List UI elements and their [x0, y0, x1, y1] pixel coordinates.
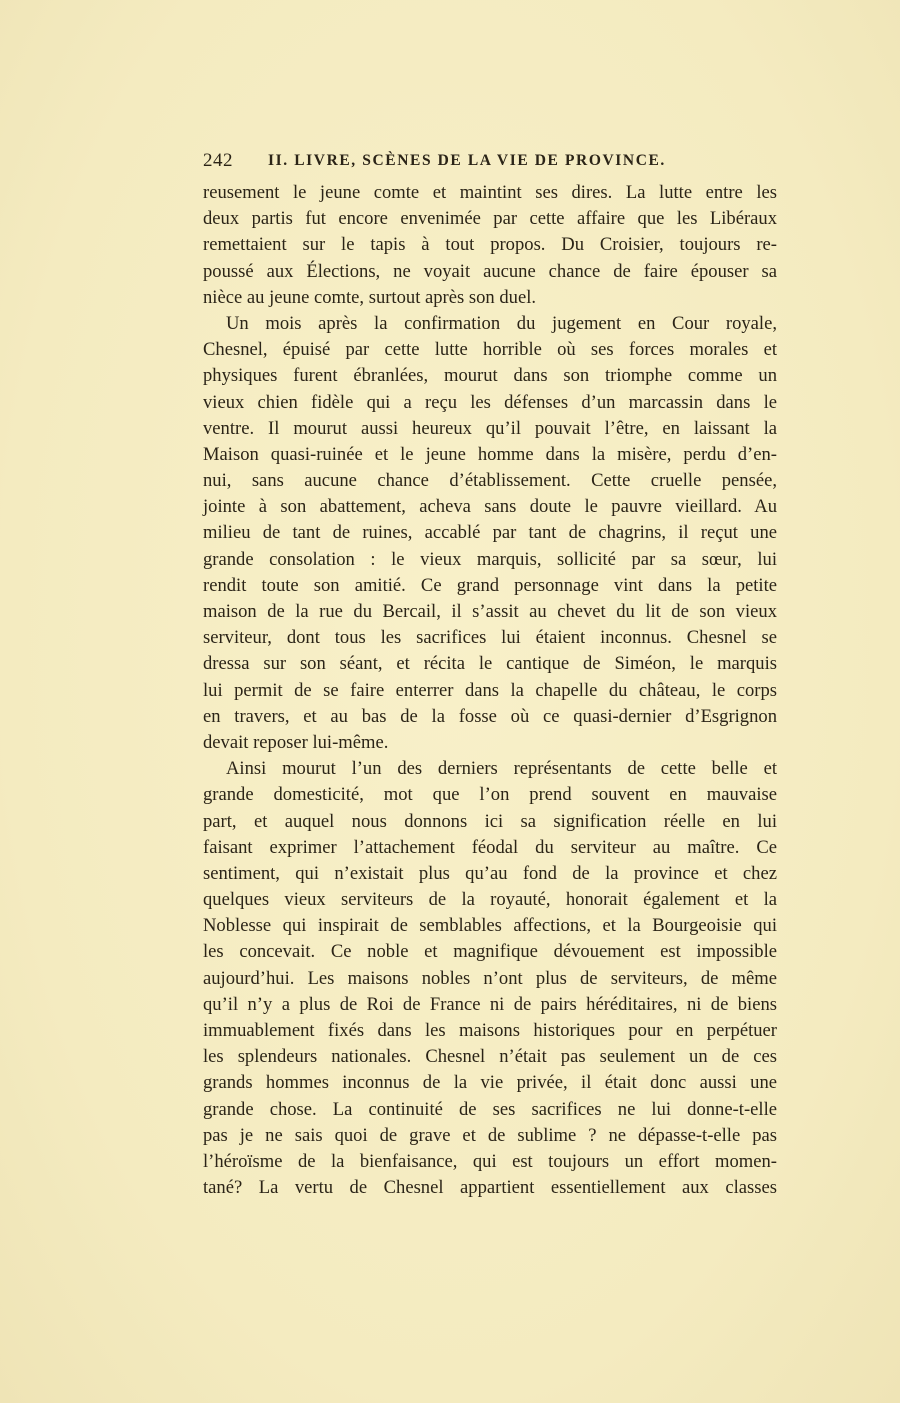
text-line: tané? La vertu de Chesnel appartient essentiellement aux classes	[203, 1177, 777, 1199]
text-line: grande consolation : le vieux marquis, sollicité par sa sœur, lui	[203, 548, 777, 570]
text-line: remettaient sur le tapis à tout propos. Du Croisier, toujours re-	[203, 234, 777, 256]
text-line: sentiment, qui n’existait plus qu’au fond de la province et chez	[203, 862, 777, 884]
text-line: immuablement fixés dans les maisons historiques pour en perpétuer	[203, 1020, 777, 1041]
text-line: dressa sur son séant, et récita le cantique de Siméon, le marquis	[203, 653, 777, 675]
text-line: physiques furent ébranlées, mourut dans son triomphe comme un	[203, 365, 777, 387]
text-line: grands hommes inconnus de la vie privée, il était donc aussi une	[203, 1072, 777, 1094]
page-number: 242	[203, 150, 233, 171]
text-line: nui, sans aucune chance d’établissement. Cette cruelle pensée,	[203, 470, 777, 492]
running-header	[203, 150, 777, 176]
text-line: aujourd’hui. Les maisons nobles n’ont plus de serviteurs, de même	[203, 967, 777, 989]
text-line: pas je ne sais quoi de grave et de sublime ? ne dépasse-t-elle pas	[203, 1124, 777, 1146]
text-line: Un mois après la confirmation du jugement en Cour royale,	[226, 312, 777, 334]
text-line: les concevait. Ce noble et magnifique dévouement est impossible	[203, 941, 777, 963]
text-line: poussé aux Élections, ne voyait aucune chance de faire épouser sa	[203, 260, 777, 282]
paragraph	[203, 180, 777, 311]
text-line: l’héroïsme de la bienfaisance, qui est toujours un effort momen-	[203, 1150, 777, 1172]
text-line: grande chose. La continuité de ses sacrifices ne lui donne-t-elle	[203, 1098, 777, 1120]
text-line: part, et auquel nous donnons ici sa signification réelle en lui	[203, 810, 777, 832]
text-line: serviteur, dont tous les sacrifices lui étaient inconnus. Chesnel se	[203, 627, 777, 649]
text-line: faisant exprimer l’attachement féodal du serviteur au maître. Ce	[203, 836, 777, 858]
paragraph	[203, 311, 777, 756]
text-line: milieu de tant de ruines, accablé par tant de chagrins, il reçut une	[203, 522, 777, 544]
text-line: maison de la rue du Bercail, il s’assit au chevet du lit de son vieux	[203, 601, 777, 622]
text-line: reusement le jeune comte et maintint ses dires. La lutte entre les	[203, 182, 777, 203]
text-line: vieux chien fidèle qui a reçu les défenses d’un marcassin dans le	[203, 391, 777, 413]
running-title: II. LIVRE, SCÈNES DE LA VIE DE PROVINCE.	[268, 152, 666, 169]
text-line: quelques vieux serviteurs de la royauté, honorait également et la	[203, 889, 777, 911]
text-line: lui permit de se faire enterrer dans la chapelle du château, le corps	[203, 679, 777, 701]
body-text	[203, 180, 777, 1201]
text-line: en travers, et au bas de la fosse où ce quasi-dernier d’Esgrignon	[203, 705, 777, 727]
text-line: qu’il n’y a plus de Roi de France ni de pairs héréditaires, ni de biens	[203, 993, 777, 1015]
text-line: Noblesse qui inspirait de semblables affections, et la Bourgeoisie qui	[203, 915, 777, 937]
text-line: devait reposer lui-même.	[203, 731, 389, 753]
text-line: grande domesticité, mot que l’on prend souvent en mauvaise	[203, 784, 777, 806]
text-line: Ainsi mourut l’un des derniers représentants de cette belle et	[226, 758, 777, 780]
text-line: rendit toute son amitié. Ce grand personnage vint dans la petite	[203, 574, 777, 596]
text-line: Maison quasi-ruinée et le jeune homme dans la misère, perdu d’en-	[203, 443, 777, 465]
text-line: nièce au jeune comte, surtout après son duel.	[203, 286, 537, 308]
text-line: les splendeurs nationales. Chesnel n’était pas seulement un de ces	[203, 1046, 777, 1068]
paragraph	[203, 756, 777, 1201]
text-line: ventre. Il mourut aussi heureux qu’il pouvait l’être, en laissant la	[203, 417, 777, 439]
text-line: deux partis fut encore envenimée par cette affaire que les Libéraux	[203, 208, 777, 230]
text-line: jointe à son abattement, acheva sans doute le pauvre vieillard. Au	[203, 496, 777, 518]
text-line: Chesnel, épuisé par cette lutte horrible où ses forces morales et	[203, 339, 777, 361]
